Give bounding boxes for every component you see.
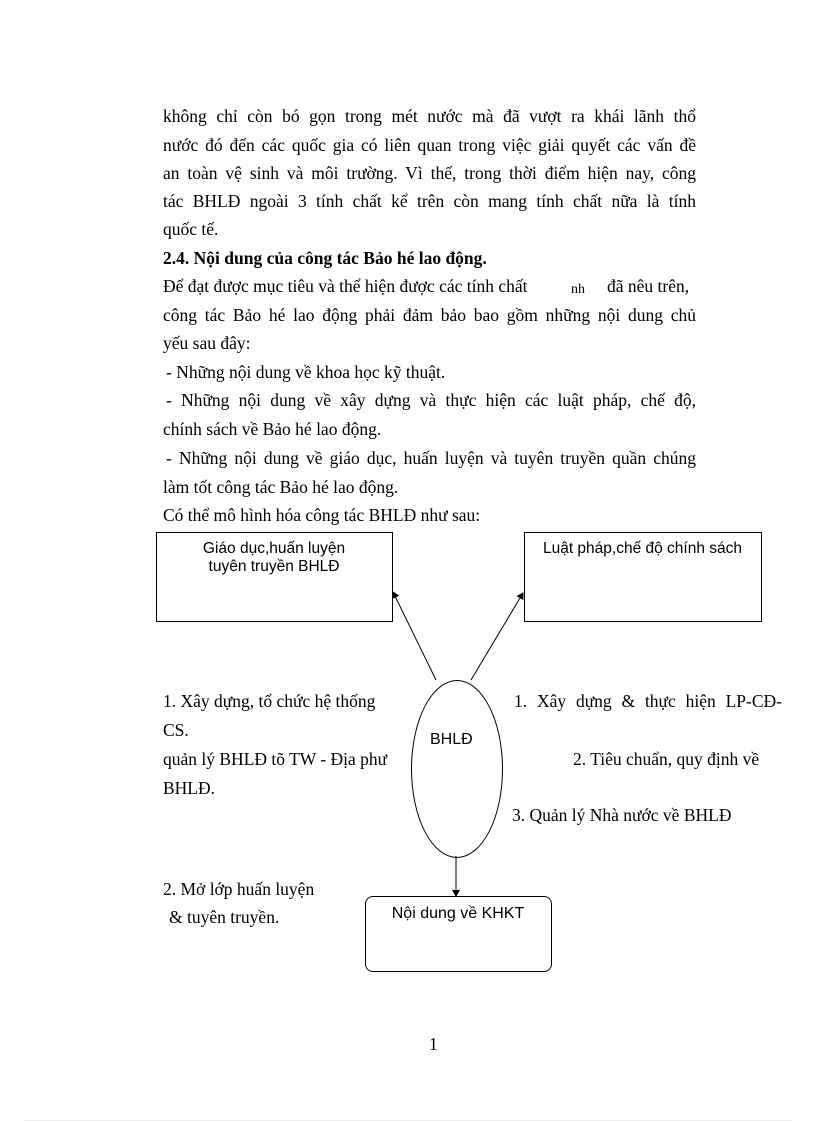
paragraph-line: an toàn vệ sinh và môi trường. Vì thế, trong thời điểm hiện nay, công (163, 163, 696, 183)
left-text-line: BHLĐ. (163, 778, 216, 798)
box-education-label-2: tuyên truyền BHLĐ (208, 558, 340, 575)
paragraph-line: không chỉ còn bó gọn trong mét nước mà đã vượt ra khái lãnh thổ (163, 106, 696, 126)
bullet-item: - Những nội dung về khoa học kỹ thuật. (166, 362, 446, 382)
box-khkt-label: Nội dung về KHKT (391, 905, 525, 922)
paragraph-line: tác BHLĐ ngoài 3 tính chất kể trên còn mang tính chất nữa là tính (163, 191, 696, 211)
page-bottom-border (25, 1120, 791, 1121)
page-number: 1 (429, 1034, 438, 1054)
paragraph-line: Để đạt được mục tiêu và thể hiện được các tính chất (163, 276, 528, 296)
left-text-line: quản lý BHLĐ tõ TW - Địa phư (163, 749, 388, 769)
bottom-left-text: & tuyên truyền. (169, 907, 280, 927)
right-text-line: 2. Tiêu chuẩn, quy định về (573, 749, 760, 769)
bhld-label: BHLĐ (430, 731, 473, 748)
right-text-line: 3. Quản lý Nhà nước về BHLĐ (512, 805, 732, 825)
box-law-label: Luật pháp,chế độ chính sách (542, 540, 743, 557)
bottom-left-text: 2. Mở lớp huấn luyện (163, 879, 315, 899)
bullet-item: - Những nội dung về giáo dục, huấn luyện và tuyên truyền quần chúng (166, 448, 696, 468)
arrow-to-right-box (471, 593, 523, 680)
paragraph-line: yếu sau đây: (163, 333, 251, 353)
diagram-intro: Có thể mô hình hóa công tác BHLĐ như sau: (163, 505, 481, 525)
left-text-line: 1. Xây dựng, tổ chức hệ thống (163, 691, 376, 711)
bullet-item: - Những nội dung về xây dựng và thực hiện các luật pháp, chế độ, (166, 390, 696, 410)
left-text-line: CS. (163, 720, 189, 740)
stray-fragment: nh (571, 282, 585, 297)
right-text-line: 1. Xây dựng & thực hiện LP-CĐ- (514, 691, 782, 711)
bhld-ellipse (411, 680, 503, 858)
section-heading: 2.4. Nội dung của công tác Bảo hé lao động. (163, 248, 487, 268)
paragraph-line: nước đó đến các quốc gia có liên quan trong việc giải quyết các vấn đề (163, 135, 696, 155)
box-education-label-1: Giáo dục,huấn luyện (202, 540, 346, 557)
bullet-item-cont: chính sách về Bảo hé lao động. (163, 419, 382, 439)
bullet-item-cont: làm tốt công tác Bảo hé lao động. (163, 477, 399, 497)
paragraph-line-end: đã nêu trên, (607, 276, 690, 296)
paragraph-line: công tác Bảo hé lao động phải đảm bảo bao gồm những nội dung chủ (163, 305, 696, 325)
arrow-to-left-box (393, 592, 436, 680)
paragraph-line: quốc tế. (163, 219, 219, 239)
